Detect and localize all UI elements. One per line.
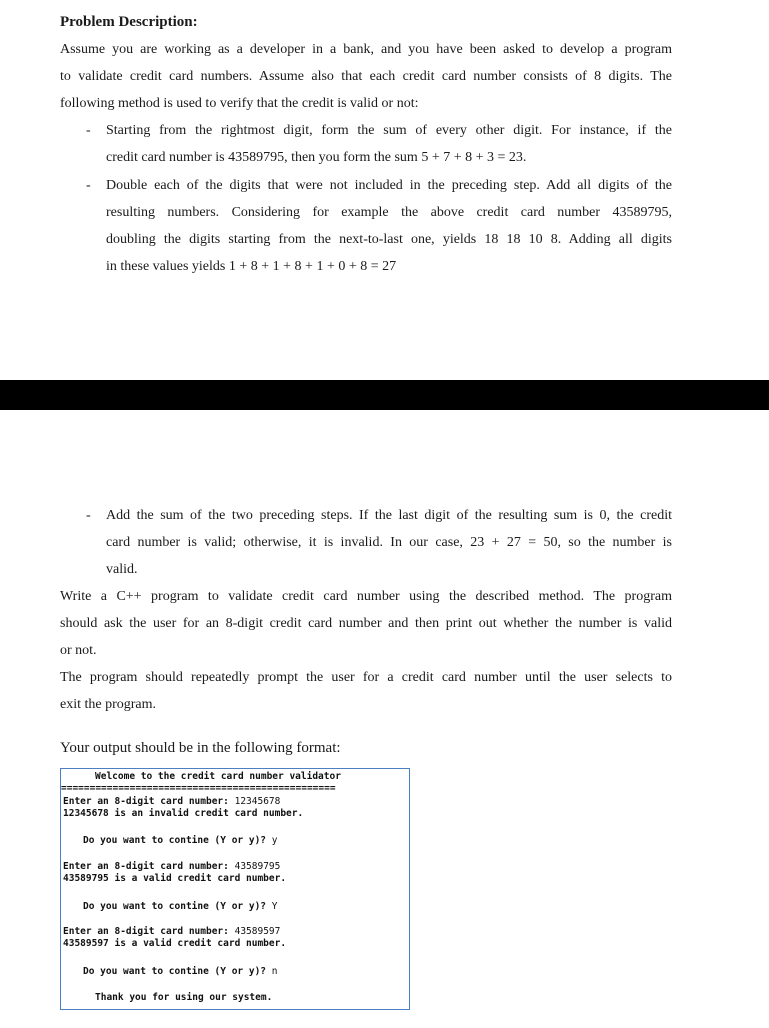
- console-result: 12345678 is an invalid credit card number.: [63, 808, 304, 819]
- text-line: doubling the digits starting from the next-to-last one, yields 18 18 10 8. Adding all digits: [106, 232, 672, 247]
- prompt-text: Enter an 8-digit card number:: [63, 796, 235, 807]
- text-line: card number is valid; otherwise, it is invalid. In our case, 23 + 27 = 50, so the number is: [106, 535, 672, 550]
- text-line: in these values yields 1 + 8 + 1 + 8 + 1 + 0 + 8 = 27: [106, 259, 397, 274]
- console-prompt: [63, 796, 280, 808]
- text-line: or not.: [60, 643, 97, 658]
- console-continue: [83, 966, 277, 978]
- user-input: 43589795: [234, 861, 281, 872]
- user-input: 12345678: [234, 796, 281, 807]
- text-line: Add the sum of the two preceding steps. If the last digit of the resulting sum is 0, the credit: [106, 508, 672, 523]
- text-line: exit the program.: [60, 697, 157, 712]
- console-welcome: Welcome to the credit card number validator: [95, 771, 341, 782]
- text-line: should ask the user for an 8-digit credit card number and then print out whether the number is valid: [60, 616, 672, 631]
- prompt-text: Enter an 8-digit card number:: [63, 926, 235, 937]
- text-line: resulting numbers. Considering for example the above credit card number 43589795,: [106, 205, 672, 220]
- text-line: Starting from the rightmost digit, form the sum of every other digit. For instance, if the: [106, 123, 672, 138]
- console-result: 43589597 is a valid credit card number.: [63, 938, 287, 949]
- text-line: Double each of the digits that were not included in the preceding step. Add all digits of the: [106, 178, 672, 193]
- user-input: 43589597: [234, 926, 281, 937]
- text-line: credit card number is 43589795, then you form the sum 5 + 7 + 8 + 3 = 23.: [106, 150, 527, 165]
- text-line: following method is used to verify that the credit is valid or not:: [60, 96, 419, 111]
- problem-heading: Problem Description:: [60, 14, 198, 30]
- user-input: y: [271, 835, 278, 846]
- console-separator: ================================================: [61, 783, 336, 794]
- console-prompt: [63, 926, 280, 938]
- user-input: Y: [271, 901, 278, 912]
- console-prompt: [63, 861, 280, 873]
- text-line: Assume you are working as a developer in a bank, and you have been asked to develop a program: [60, 42, 672, 57]
- bullet-dash: -: [86, 178, 91, 193]
- console-result: 43589795 is a valid credit card number.: [63, 873, 287, 884]
- intro-paragraph: [60, 36, 672, 117]
- console-continue: [83, 901, 277, 913]
- prompt-text: Enter an 8-digit card number:: [63, 861, 235, 872]
- text-line: The program should repeatedly prompt the user for a credit card number until the user selects to: [60, 670, 672, 685]
- format-label: Your output should be in the following format:: [60, 740, 341, 756]
- sample-console-output: [60, 768, 410, 1010]
- document-page-bottom: [0, 410, 769, 1028]
- continue-prompt: Do you want to contine (Y or y)?: [83, 835, 272, 846]
- page-gap-band: [0, 380, 769, 410]
- console-continue: [83, 835, 277, 847]
- console-goodbye: Thank you for using our system.: [95, 992, 273, 1003]
- text-line: Write a C++ program to validate credit card number using the described method. The program: [60, 589, 672, 604]
- text-line: valid.: [106, 562, 138, 577]
- continue-prompt: Do you want to contine (Y or y)?: [83, 966, 272, 977]
- text-line: to validate credit card numbers. Assume also that each credit card number consists of 8 digits. The: [60, 69, 672, 84]
- document-page-top: [0, 0, 769, 380]
- user-input: n: [271, 966, 278, 977]
- bullet-dash: -: [86, 508, 91, 523]
- repeat-paragraph: [60, 664, 672, 718]
- task-paragraph: [60, 583, 672, 664]
- continue-prompt: Do you want to contine (Y or y)?: [83, 901, 272, 912]
- bullet-dash: -: [86, 123, 91, 138]
